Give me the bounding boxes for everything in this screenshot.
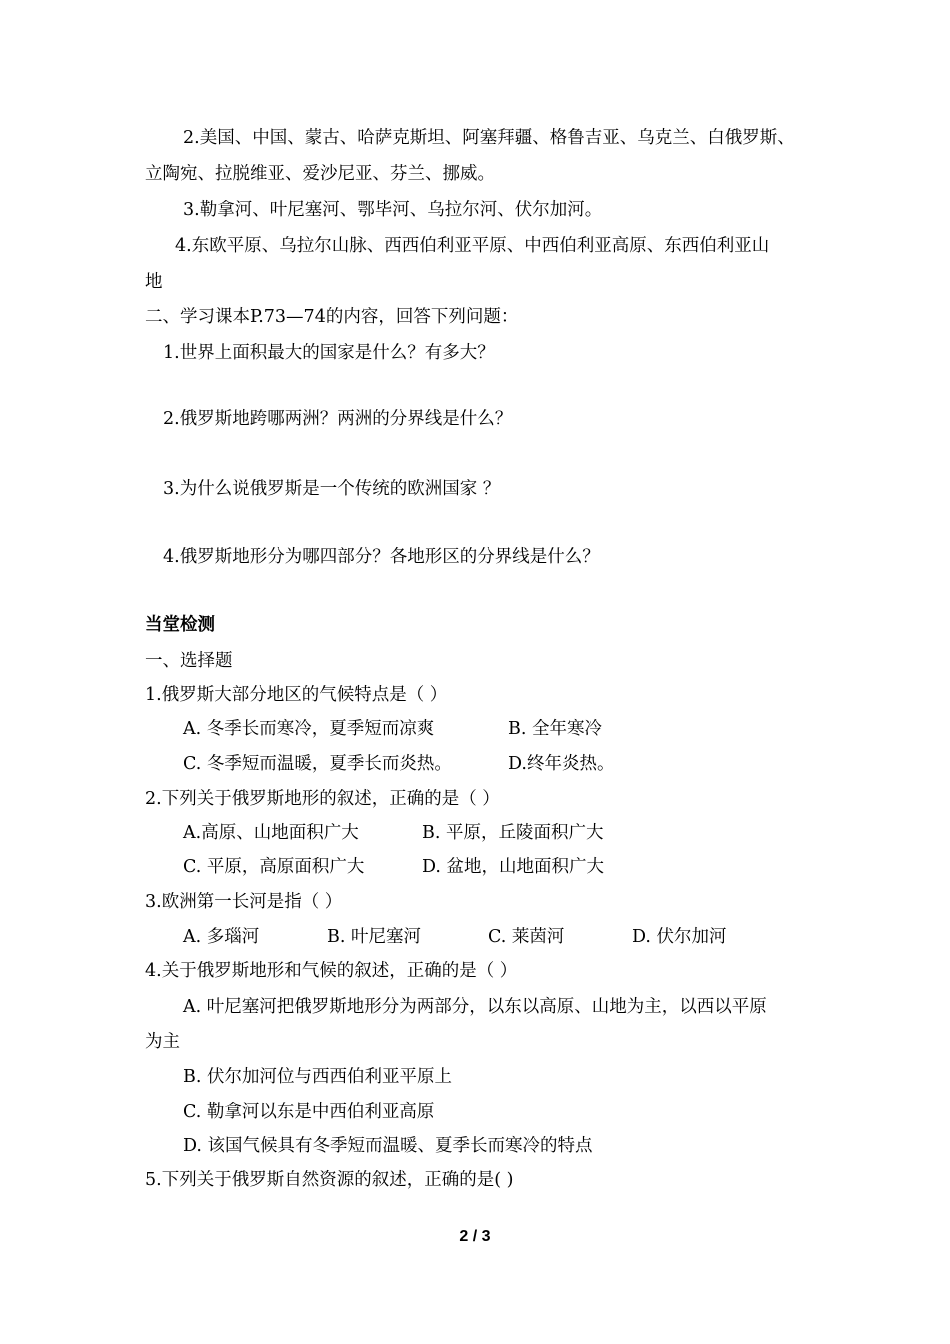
- q3-stem: 3.欧洲第一长河是指（ ）: [145, 892, 343, 912]
- q4-option-c: C. 勒拿河以东是中西伯利亚高原: [183, 1102, 435, 1122]
- page-number: 2 / 3: [459, 1228, 491, 1245]
- q2-option-c: C. 平原，高原面积广大: [183, 857, 365, 877]
- q1-option-c: C. 冬季短而温暖，夏季长而炎热。: [183, 754, 452, 774]
- test-subtitle: 一、选择题: [145, 651, 233, 671]
- answer-4-line2: 地: [145, 272, 163, 292]
- question-3: 3.为什么说俄罗斯是一个传统的欧洲国家 ？: [163, 479, 501, 499]
- answer-2-line1: 2.美国、中国、蒙古、哈萨克斯坦、阿塞拜疆、格鲁吉亚、乌克兰、白俄罗斯、: [183, 128, 795, 148]
- q1-option-a: A. 冬季长而寒冷，夏季短而凉爽: [183, 719, 435, 739]
- test-title: 当堂检测: [145, 615, 215, 635]
- q2-option-a: A.高原、山地面积广大: [183, 823, 359, 843]
- q4-option-b: B. 伏尔加河位与西西伯利亚平原上: [183, 1067, 452, 1087]
- q4-option-a-line1: A. 叶尼塞河把俄罗斯地形分为两部分，以东以高原、山地为主，以西以平原: [183, 997, 767, 1017]
- answer-2-line2: 立陶宛、拉脱维亚、爱沙尼亚、芬兰、挪威。: [145, 164, 495, 184]
- q1-option-b: B. 全年寒冷: [508, 719, 602, 739]
- q2-stem: 2.下列关于俄罗斯地形的叙述，正确的是（ ）: [145, 789, 500, 809]
- q3-option-b: B. 叶尼塞河: [327, 927, 421, 947]
- q5-stem: 5.下列关于俄罗斯自然资源的叙述，正确的是( ): [145, 1170, 514, 1190]
- q4-option-a-line2: 为主: [145, 1032, 180, 1052]
- answer-3: 3.勒拿河、叶尼塞河、鄂毕河、乌拉尔河、伏尔加河。: [183, 200, 603, 220]
- q3-option-a: A. 多瑙河: [183, 927, 260, 947]
- q3-option-d: D. 伏尔加河: [632, 927, 727, 947]
- answer-4-line1: 4.东欧平原、乌拉尔山脉、西西伯利亚平原、中西伯利亚高原、东西伯利亚山: [175, 236, 770, 256]
- q4-option-d: D. 该国气候具有冬季短而温暖、夏季长而寒冷的特点: [183, 1136, 593, 1156]
- question-2: 2.俄罗斯地跨哪两洲？两洲的分界线是什么？: [163, 409, 513, 429]
- q1-stem: 1.俄罗斯大部分地区的气候特点是（ ）: [145, 685, 448, 705]
- q4-stem: 4.关于俄罗斯地形和气候的叙述，正确的是（ ）: [145, 961, 518, 981]
- question-1: 1.世界上面积最大的国家是什么？有多大？: [163, 343, 495, 363]
- q2-option-b: B. 平原，丘陵面积广大: [422, 823, 604, 843]
- question-4: 4.俄罗斯地形分为哪四部分？各地形区的分界线是什么？: [163, 547, 600, 567]
- section-2-heading: 二、学习课本P.73—74的内容，回答下列问题：: [145, 307, 519, 327]
- q3-option-c: C. 莱茵河: [488, 927, 565, 947]
- q2-option-d: D. 盆地，山地面积广大: [422, 857, 605, 877]
- q1-option-d: D.终年炎热。: [508, 754, 615, 774]
